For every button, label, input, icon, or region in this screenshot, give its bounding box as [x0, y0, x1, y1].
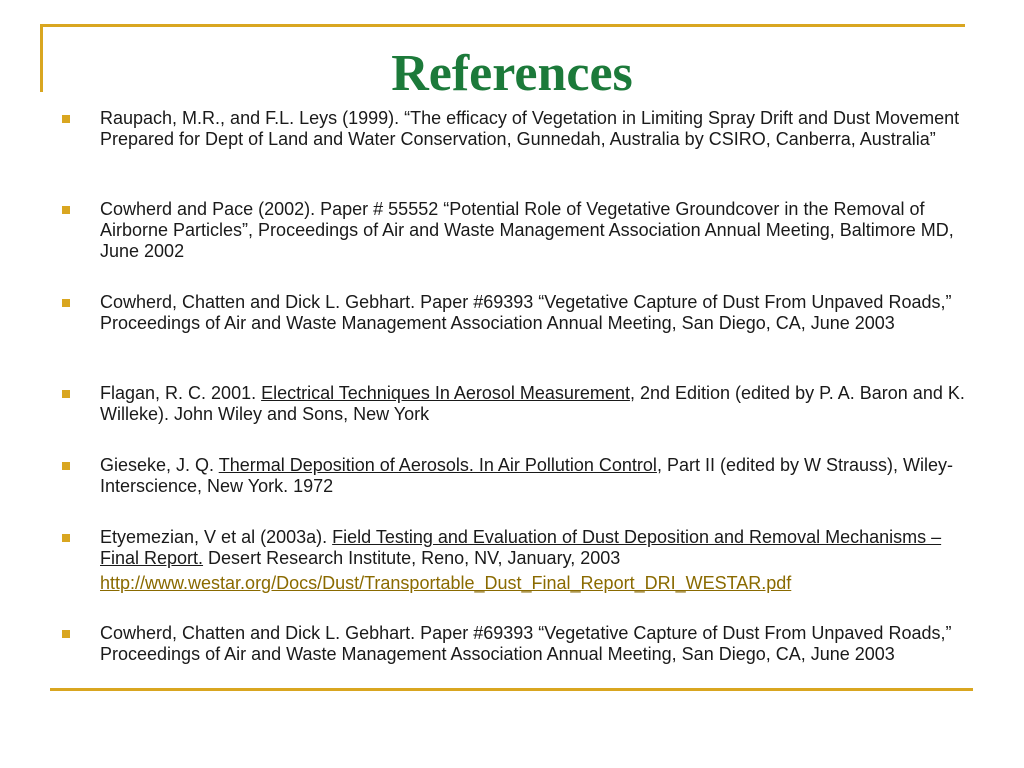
- reference-url-link[interactable]: http://www.westar.org/Docs/Dust/Transportable_Dust_Final_Report_DRI_WESTAR.pdf: [100, 573, 792, 593]
- reference-text: Raupach, M.R., and F.L. Leys (1999). “The efficacy of Vegetation in Limiting Spray Drift and Dust Movement Prepared for Dept of Land and Water Conservation, Gunnedah, Australia by CSIRO, Canberra, Australia”: [100, 108, 960, 149]
- reference-item: [100, 527, 968, 594]
- reference-title: Thermal Deposition of Aerosols. In Air Pollution Control: [218, 455, 657, 475]
- reference-text: Cowherd, Chatten and Dick L. Gebhart. Paper #69393 “Vegetative Capture of Dust From Unpaved Roads,” Proceedings of Air and Waste Management Association Annual Meeting, San Diego, CA, June 2003: [100, 292, 952, 333]
- reference-item: [100, 292, 968, 334]
- bullet-square-icon: [62, 630, 70, 638]
- reference-item: [100, 455, 968, 497]
- reference-text: Cowherd, Chatten and Dick L. Gebhart. Paper #69393 “Vegetative Capture of Dust From Unpaved Roads,” Proceedings of Air and Waste Management Association Annual Meeting, San Diego, CA, June 2003: [100, 623, 952, 664]
- reference-title: Electrical Techniques In Aerosol Measurement: [261, 383, 630, 403]
- reference-text: Cowherd and Pace (2002). Paper # 55552 “Potential Role of Vegetative Groundcover in the Removal of Airborne Particles”, Proceedings of Air and Waste Management Association Annual Meeting, Baltimore MD, June 2002: [100, 199, 954, 261]
- reference-prefix: Gieseke, J. Q.: [100, 455, 219, 475]
- reference-item: [100, 383, 968, 425]
- bullet-square-icon: [62, 206, 70, 214]
- bullet-square-icon: [62, 299, 70, 307]
- reference-title: Field Testing and Evaluation of Dust Deposition and Removal Mechanisms – Final Report.: [100, 527, 942, 568]
- reference-item: [100, 199, 968, 262]
- reference-prefix: Flagan, R. C. 2001.: [100, 383, 262, 403]
- reference-item: [100, 108, 968, 150]
- reference-item: [100, 623, 968, 665]
- reference-prefix: Etyemezian, V et al (2003a).: [100, 527, 333, 547]
- reference-suffix: Desert Research Institute, Reno, NV, January, 2003: [203, 548, 621, 568]
- frame-top-rule: [40, 24, 965, 27]
- reference-suffix: , 2nd Edition (edited by P. A. Baron and K. Willeke). John Wiley and Sons, New York: [100, 383, 965, 424]
- bullet-square-icon: [62, 115, 70, 123]
- frame-bottom-rule: [50, 688, 973, 691]
- reference-suffix: , Part II (edited by W Strauss), Wiley-Interscience, New York. 1972: [100, 455, 954, 496]
- bullet-square-icon: [62, 390, 70, 398]
- bullet-square-icon: [62, 534, 70, 542]
- slide-title: References: [391, 45, 633, 102]
- bullet-square-icon: [62, 462, 70, 470]
